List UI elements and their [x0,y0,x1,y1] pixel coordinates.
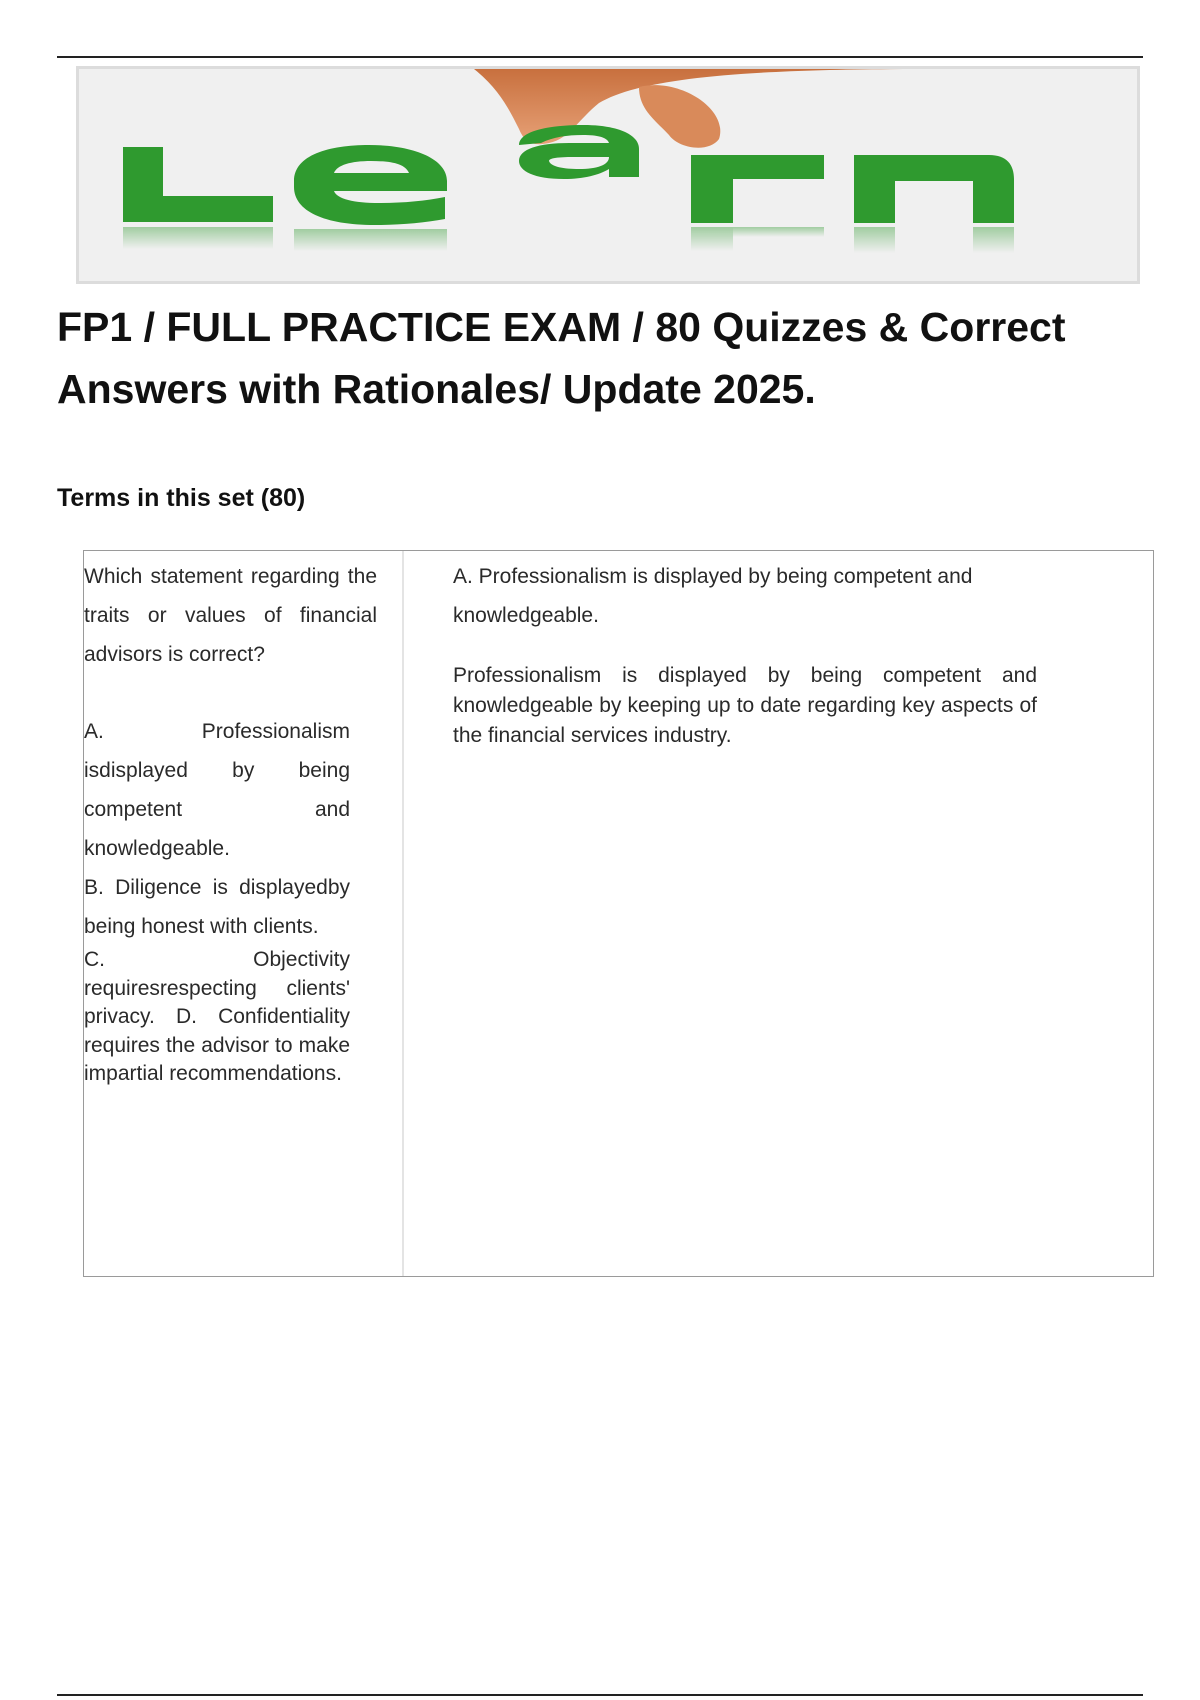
term-option-c-d: C. Objectivity requiresrespecting clients' privacy. D. Confidentiality requires the advisor to make impartial recommendations. [84,948,350,1085]
learn-banner-image [76,66,1140,284]
page-title: FP1 / FULL PRACTICE EXAM / 80 Quizzes & Correct Answers with Rationales/ Update 2025. [57,304,1066,412]
term-question: Which statement regarding the traits or values of financial advisors is correct? [84,565,377,666]
thumb-shape [639,85,720,148]
logo-reflection [123,227,1014,253]
learn-logo [79,69,1137,281]
terms-count-heading: Terms in this set (80) [57,484,306,512]
card-divider [402,551,404,1276]
bottom-rule [57,1694,1143,1696]
term-option-b: B. Diligence is displayedby being honest with clients. [84,876,350,938]
definition-answer: A. Professionalism is displayed by being competent and knowledgeable. [453,565,973,627]
card-definition [453,557,1117,751]
card-term [84,557,377,1089]
definition-rationale: Professionalism is displayed by being competent and knowledgeable by keeping up to date regarding key aspects of the financial services industry. [453,664,1037,747]
top-rule [57,56,1143,58]
logo-letters [123,125,1014,225]
term-option-a: A. Professionalism isdisplayed by being competent and knowledgeable. [84,720,350,860]
flashcard [83,550,1154,1277]
